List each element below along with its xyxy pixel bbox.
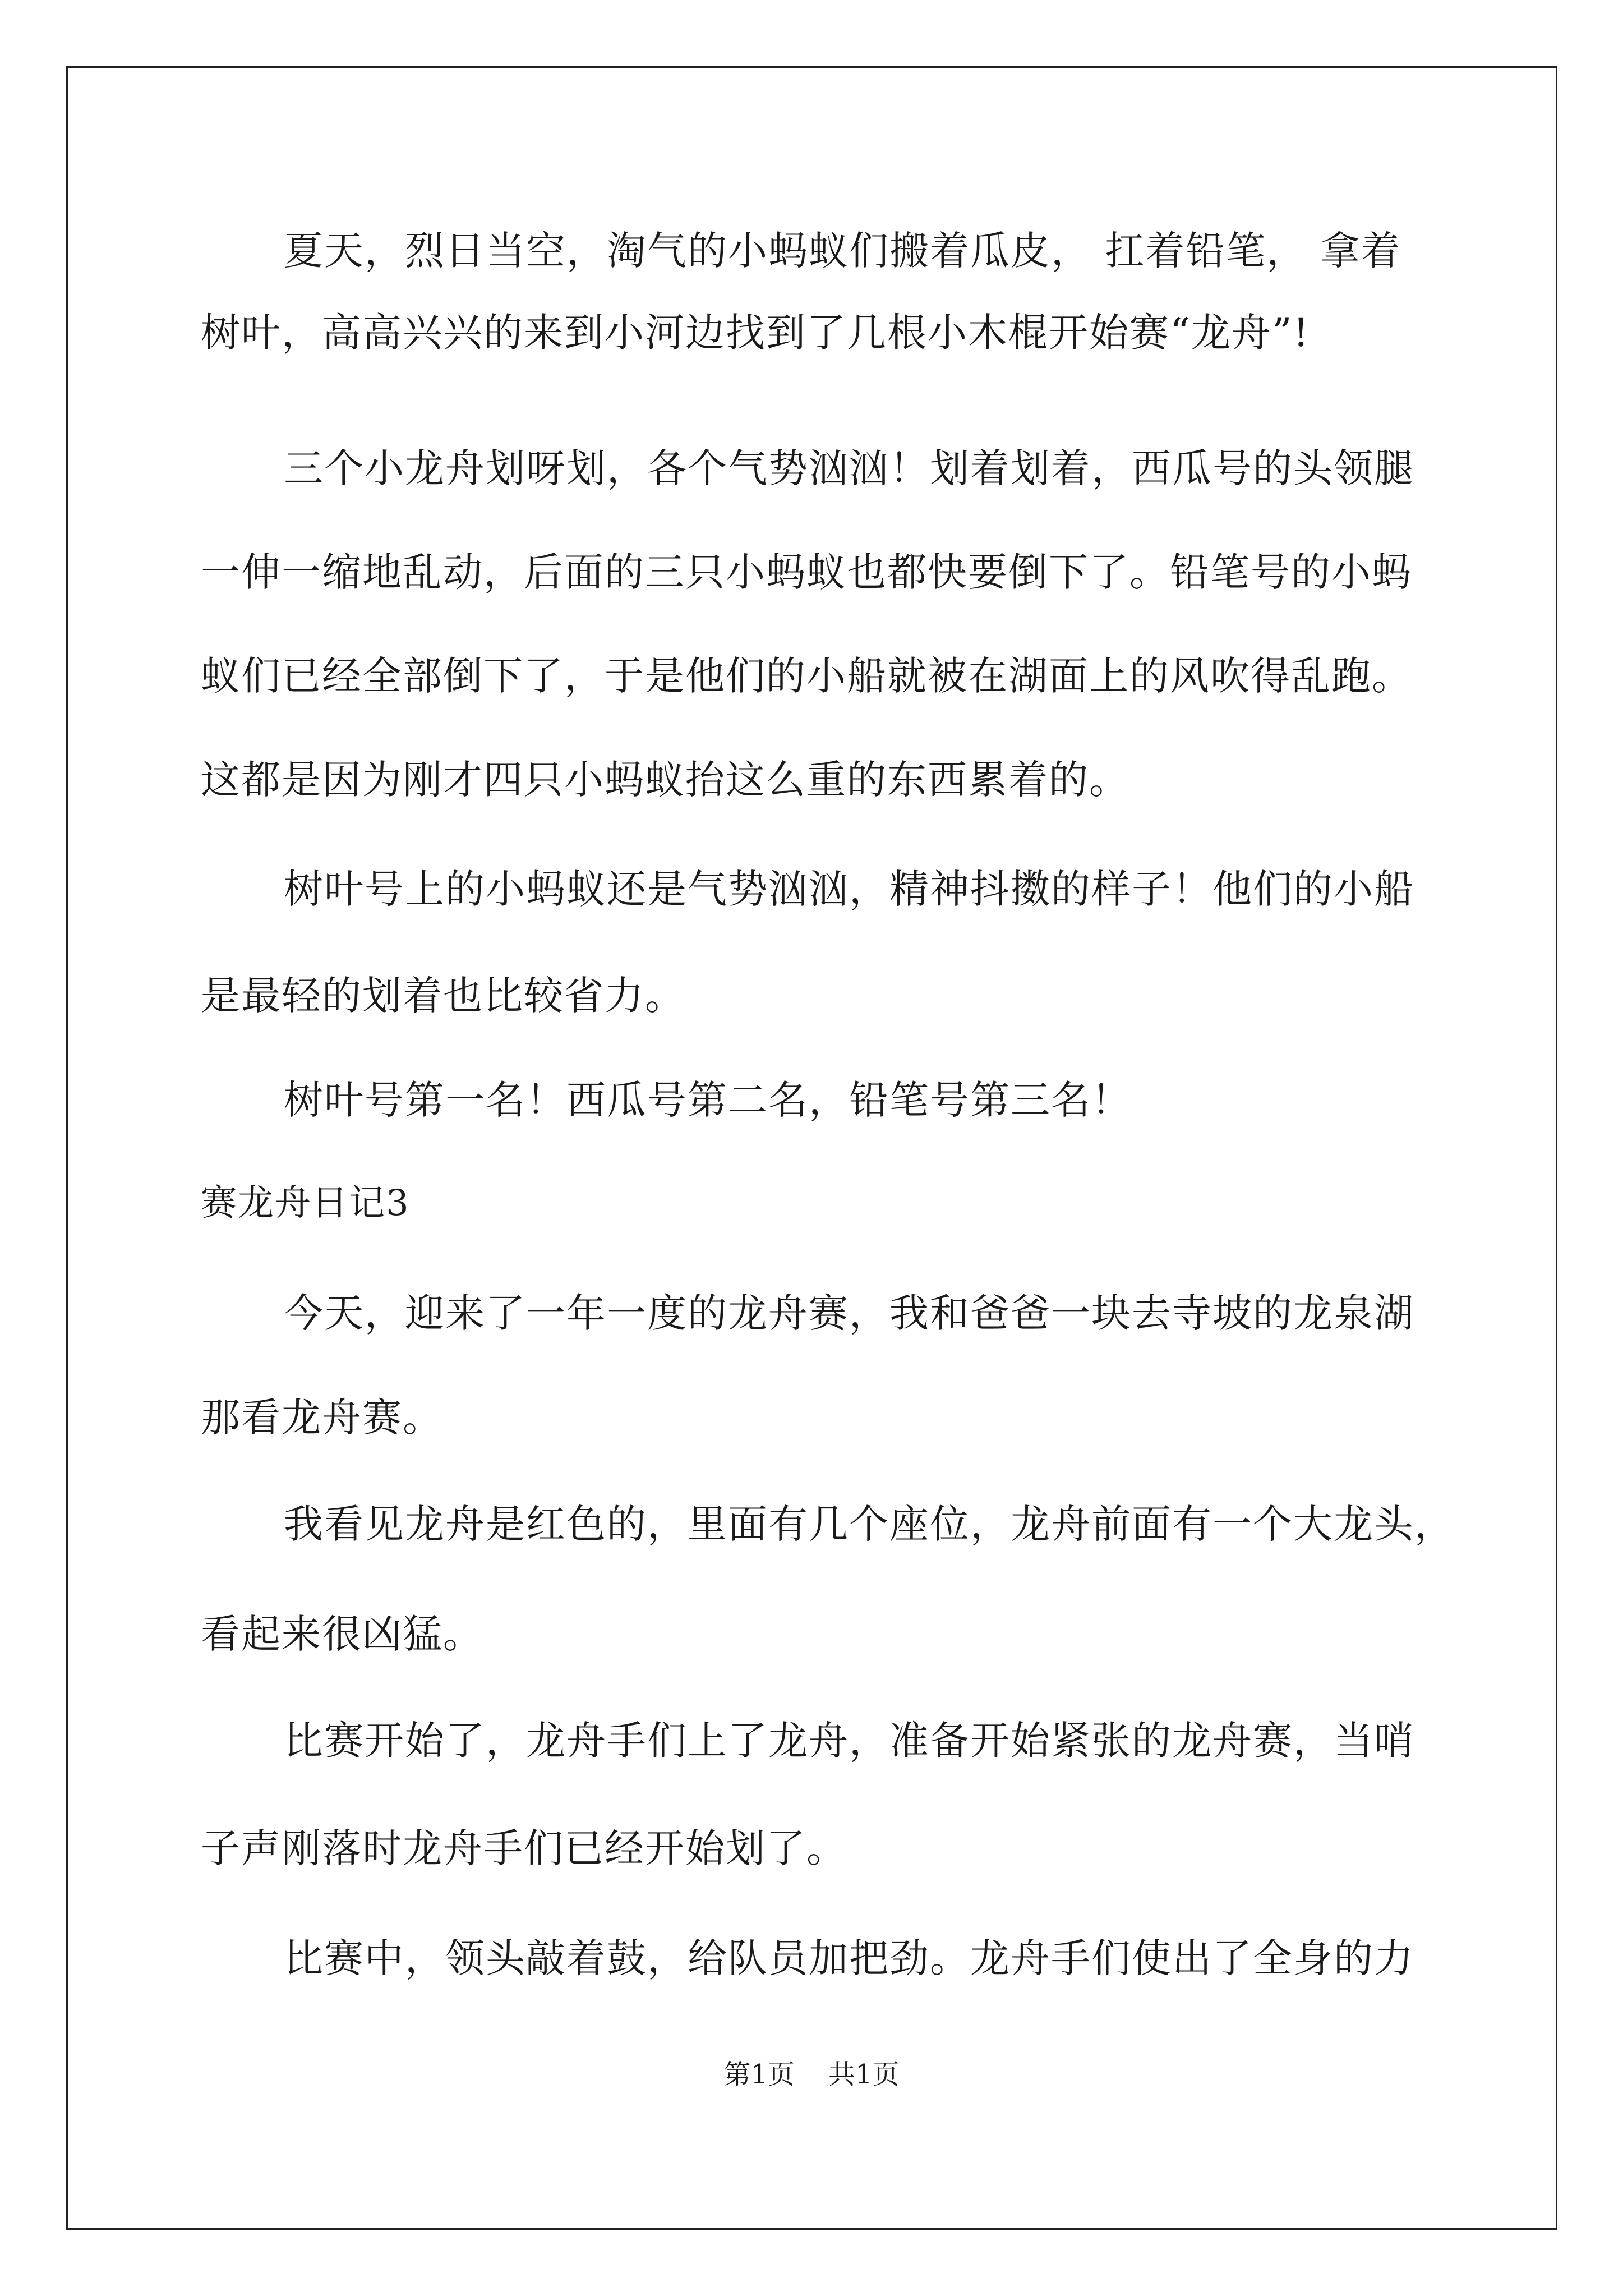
paragraph-line: 夏天，烈日当空，淘气的小蚂蚁们搬着瓜皮， 扛着铅笔， 拿着	[284, 228, 1401, 274]
paragraph-line: 子声刚落时龙舟手们已经开始划了。	[201, 1825, 847, 1871]
page-footer	[0, 2058, 1623, 2091]
page-border	[66, 66, 1557, 2230]
paragraph-line: 树叶号第一名！西瓜号第二名，铅笔号第三名！	[284, 1077, 1132, 1123]
paragraph-line: 是最轻的划着也比较省力。	[201, 973, 685, 1019]
paragraph-line: 比赛开始了，龙舟手们上了龙舟，准备开始紧张的龙舟赛，当哨	[284, 1718, 1414, 1764]
paragraph-line: 那看龙舟赛。	[201, 1395, 443, 1441]
paragraph-line: 看起来很凶猛。	[201, 1611, 483, 1657]
page-number: 第1页	[723, 2059, 795, 2090]
section-heading: 赛龙舟日记3	[201, 1182, 410, 1224]
paragraph-line: 我看见龙舟是红色的，里面有几个座位，龙舟前面有一个大龙头，	[284, 1501, 1455, 1547]
paragraph-line: 比赛中，领头敲着鼓，给队员加把劲。龙舟手们使出了全身的力	[284, 1935, 1414, 1981]
paragraph-line: 这都是因为刚才四只小蚂蚁抬这么重的东西累着的。	[201, 757, 1129, 803]
paragraph-line: 树叶号上的小蚂蚁还是气势汹汹，精神抖擞的样子！他们的小船	[284, 866, 1414, 912]
paragraph-line: 三个小龙舟划呀划，各个气势汹汹！划着划着，西瓜号的头领腿	[284, 445, 1414, 491]
paragraph-line: 树叶，高高兴兴的来到小河边找到了几根小木棍开始赛“龙舟”!	[201, 310, 1310, 356]
paragraph-line: 蚁们已经全部倒下了，于是他们的小船就被在湖面上的风吹得乱跑。	[201, 653, 1412, 699]
paragraph-line: 一伸一缩地乱动，后面的三只小蚂蚁也都快要倒下了。铅笔号的小蚂	[201, 549, 1412, 595]
paragraph-line: 今天，迎来了一年一度的龙舟赛，我和爸爸一块去寺坡的龙泉湖	[284, 1290, 1414, 1336]
page-total: 共1页	[828, 2059, 900, 2090]
